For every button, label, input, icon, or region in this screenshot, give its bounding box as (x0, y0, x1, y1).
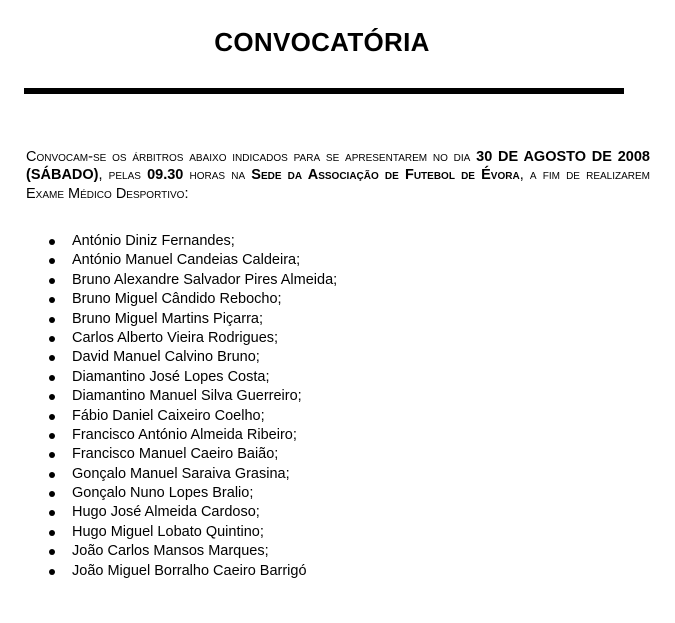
referee-name: João Miguel Borralho Caeiro Barrigó (72, 562, 307, 579)
list-item (48, 445, 337, 464)
title-divider (24, 88, 624, 94)
referee-name: Bruno Alexandre Salvador Pires Almeida; (72, 271, 338, 288)
bullet-icon (49, 394, 55, 400)
list-item (48, 232, 337, 251)
referee-list (48, 232, 337, 581)
bullet-icon (49, 414, 55, 420)
intro-text-2: , pelas (98, 167, 148, 183)
referee-name: Bruno Miguel Cândido Rebocho; (72, 291, 282, 308)
list-item (48, 465, 337, 484)
list-item (48, 523, 337, 542)
referee-name: João Carlos Mansos Marques; (72, 543, 269, 560)
bullet-icon (49, 433, 55, 439)
list-item (48, 484, 337, 503)
document-title: CONVOCATÓRIA (214, 27, 430, 57)
referee-name: Gonçalo Manuel Saraiva Grasina; (72, 465, 290, 482)
bullet-icon (49, 297, 55, 303)
list-item (48, 387, 337, 406)
bullet-icon (49, 569, 55, 575)
bullet-icon (49, 355, 55, 361)
bullet-icon (49, 452, 55, 458)
list-item (48, 407, 337, 426)
list-item (48, 310, 337, 329)
bullet-icon (49, 491, 55, 497)
list-item (48, 542, 337, 561)
referee-name: Hugo José Almeida Cardoso; (72, 504, 260, 521)
intro-text-1: Convocam-se os árbitros abaixo indicados para se apresentarem no dia (26, 148, 477, 165)
referee-name: Fábio Daniel Caixeiro Coelho; (72, 407, 265, 424)
bullet-icon (49, 510, 55, 516)
referee-name: Gonçalo Nuno Lopes Bralio; (72, 485, 254, 502)
intro-text-3: horas na (183, 167, 252, 183)
referee-name: Carlos Alberto Vieira Rodrigues; (72, 329, 279, 346)
referee-name: Diamantino José Lopes Costa; (72, 368, 270, 385)
list-item (48, 290, 337, 309)
bullet-icon (49, 336, 55, 342)
list-item (48, 329, 337, 348)
bullet-icon (49, 317, 55, 323)
intro-paragraph (26, 148, 650, 204)
bullet-icon (49, 278, 55, 284)
list-item (48, 368, 337, 387)
intro-date: 30 DE AGOSTO DE 2008 (SÁBADO) (26, 148, 650, 183)
list-item (48, 251, 337, 270)
intro-text-4: , a fim de realizarem Exame Médico Desportivo: (26, 167, 651, 202)
list-item (48, 503, 337, 522)
referee-name: Diamantino Manuel Silva Guerreiro; (72, 388, 302, 405)
bullet-icon (49, 549, 55, 555)
referee-name: David Manuel Calvino Bruno; (72, 349, 260, 366)
referee-name: Francisco António Almeida Ribeiro; (72, 426, 297, 443)
list-item (48, 562, 337, 581)
bullet-icon (49, 530, 55, 536)
referee-name: António Diniz Fernandes; (72, 233, 235, 249)
bullet-icon (49, 375, 55, 381)
list-item (48, 426, 337, 445)
referee-name: Bruno Miguel Martins Piçarra; (72, 310, 263, 327)
referee-name: António Manuel Candeias Caldeira; (72, 252, 301, 269)
referee-name: Hugo Miguel Lobato Quintino; (72, 523, 264, 540)
bullet-icon (49, 258, 55, 264)
intro-place: Sede da Associação de Futebol de Évora (251, 167, 520, 183)
intro-time: 09.30 (147, 167, 184, 183)
list-item (48, 348, 337, 367)
referee-name: Francisco Manuel Caeiro Baião; (72, 446, 279, 463)
list-item (48, 271, 337, 290)
bullet-icon (49, 472, 55, 478)
bullet-icon (49, 239, 55, 245)
